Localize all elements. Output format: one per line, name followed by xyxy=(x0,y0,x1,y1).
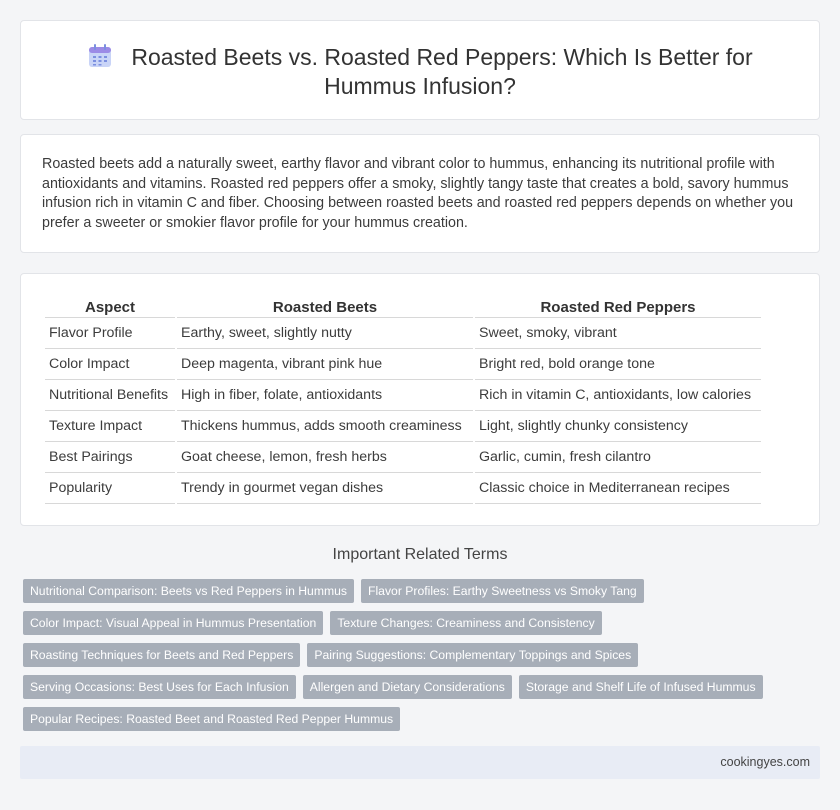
related-term-tag[interactable]: Popular Recipes: Roasted Beet and Roasted Red Pepper Hummus xyxy=(23,707,400,731)
table-cell: Bright red, bold orange tone xyxy=(475,349,761,380)
footer xyxy=(20,746,820,779)
related-terms-list xyxy=(23,579,823,731)
comparison-table xyxy=(43,295,763,504)
table-cell: Thickens hummus, adds smooth creaminess xyxy=(177,411,473,442)
table-cell: Popularity xyxy=(45,473,175,504)
related-term-tag[interactable]: Flavor Profiles: Earthy Sweetness vs Smoky Tang xyxy=(361,579,644,603)
column-header-beets: Roasted Beets xyxy=(177,295,473,318)
table-cell: Garlic, cumin, fresh cilantro xyxy=(475,442,761,473)
table-row xyxy=(45,473,761,504)
related-term-tag[interactable]: Pairing Suggestions: Complementary Toppings and Spices xyxy=(307,643,638,667)
footer-site-link[interactable]: cookingyes.com xyxy=(720,755,810,769)
related-terms-heading: Important Related Terms xyxy=(332,546,508,563)
title-card xyxy=(20,20,820,120)
table-cell: Deep magenta, vibrant pink hue xyxy=(177,349,473,380)
related-term-tag[interactable]: Serving Occasions: Best Uses for Each Infusion xyxy=(23,675,296,699)
table-cell: Nutritional Benefits xyxy=(45,380,175,411)
table-cell: Best Pairings xyxy=(45,442,175,473)
table-cell: Goat cheese, lemon, fresh herbs xyxy=(177,442,473,473)
related-term-tag[interactable]: Roasting Techniques for Beets and Red Peppers xyxy=(23,643,300,667)
related-term-tag[interactable]: Texture Changes: Creaminess and Consistency xyxy=(330,611,601,635)
related-term-tag[interactable]: Color Impact: Visual Appeal in Hummus Presentation xyxy=(23,611,323,635)
table-cell: Sweet, smoky, vibrant xyxy=(475,318,761,349)
table-row xyxy=(45,411,761,442)
table-cell: Classic choice in Mediterranean recipes xyxy=(475,473,761,504)
related-term-tag[interactable]: Nutritional Comparison: Beets vs Red Peppers in Hummus xyxy=(23,579,354,603)
page-title-wrap xyxy=(21,43,819,101)
related-term-tag[interactable]: Allergen and Dietary Considerations xyxy=(303,675,512,699)
table-cell: Light, slightly chunky consistency xyxy=(475,411,761,442)
column-header-peppers: Roasted Red Peppers xyxy=(475,295,761,318)
table-cell: Trendy in gourmet vegan dishes xyxy=(177,473,473,504)
table-cell: Color Impact xyxy=(45,349,175,380)
table-cell: Rich in vitamin C, antioxidants, low calories xyxy=(475,380,761,411)
table-row xyxy=(45,442,761,473)
table-cell: Earthy, sweet, slightly nutty xyxy=(177,318,473,349)
table-cell: High in fiber, folate, antioxidants xyxy=(177,380,473,411)
column-header-aspect: Aspect xyxy=(45,295,175,318)
calendar-icon xyxy=(87,43,113,69)
intro-card xyxy=(20,134,820,253)
related-term-tag[interactable]: Storage and Shelf Life of Infused Hummus xyxy=(519,675,763,699)
table-row xyxy=(45,318,761,349)
comparison-card xyxy=(20,273,820,526)
page-title: Roasted Beets vs. Roasted Red Peppers: Which Is Better for Hummus Infusion? xyxy=(131,44,753,99)
table-cell: Flavor Profile xyxy=(45,318,175,349)
table-cell: Texture Impact xyxy=(45,411,175,442)
table-row xyxy=(45,349,761,380)
table-row xyxy=(45,380,761,411)
intro-paragraph: Roasted beets add a naturally sweet, earthy flavor and vibrant color to hummus, enhancing its nutritional profile with antioxidants and vitamins. Roasted red peppers offer a smoky, slightly tangy taste that creates a bold, savory hummus infusion rich in vitamin C and fiber. Choosing between roasted beets and roasted red peppers depends on whether you prefer a sweeter or smokier flavor profile for your hummus creation. xyxy=(42,156,794,231)
table-header-row xyxy=(45,295,761,318)
